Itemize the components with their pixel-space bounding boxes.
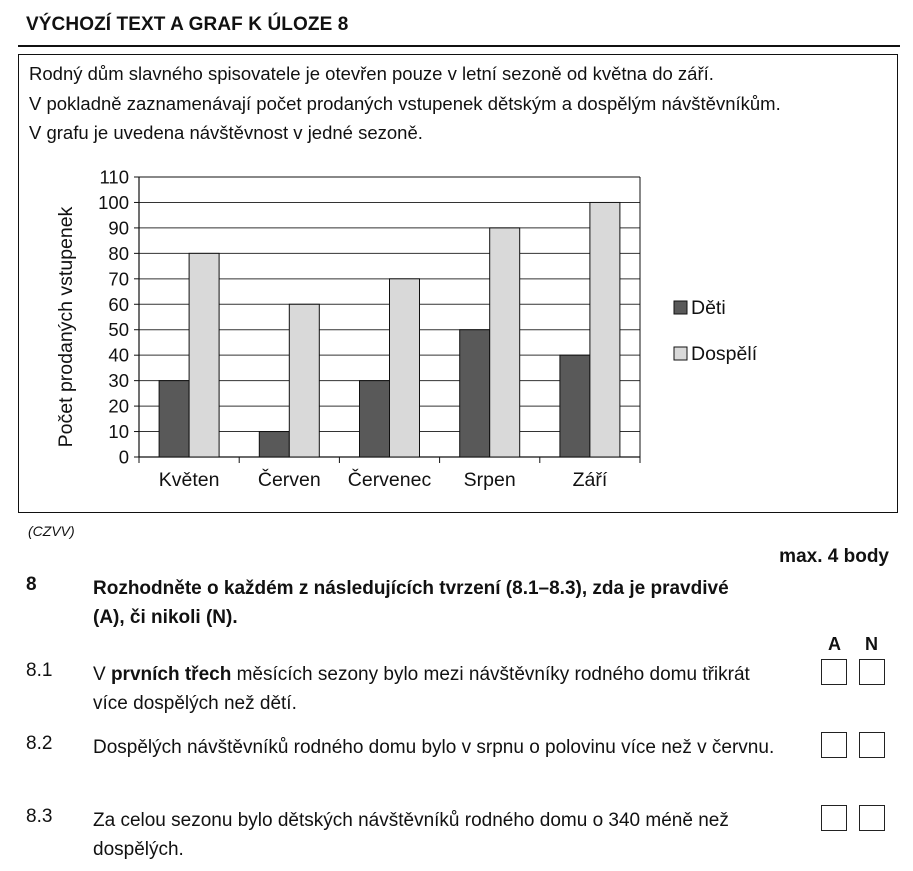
checkbox-8-1-a[interactable] bbox=[821, 659, 847, 685]
bar-d-ti-kv-ten bbox=[159, 381, 189, 457]
y-tick-label: 10 bbox=[108, 421, 129, 443]
source-note: (CZVV) bbox=[28, 523, 75, 539]
task-instruction: Rozhodněte o každém z následujících tvrzení (8.1–8.3), zda je pravdivé (A), či nikoli (N). bbox=[93, 578, 729, 628]
bar-d-ti-srpen bbox=[460, 330, 490, 457]
bar-dosp-l--srpen bbox=[490, 228, 520, 457]
y-tick-label: 20 bbox=[108, 395, 129, 417]
y-tick-label: 70 bbox=[108, 268, 129, 290]
x-tick-label: Květen bbox=[158, 469, 220, 491]
y-tick-label: 110 bbox=[99, 166, 129, 188]
checkbox-8-1-n[interactable] bbox=[859, 659, 885, 685]
intro-line-2: V pokladně zaznamenávají počet prodaných vstupenek dětským a dospělým návštěvníkům. bbox=[29, 93, 781, 114]
item-number: 8.2 bbox=[26, 733, 53, 754]
bar-d-ti--ervenec bbox=[360, 381, 390, 457]
x-tick-label: Červenec bbox=[347, 469, 432, 491]
item-text-pre: V bbox=[93, 664, 111, 685]
checkbox-8-2-n[interactable] bbox=[859, 732, 885, 758]
legend-swatch bbox=[674, 301, 687, 314]
column-n-label: N bbox=[865, 634, 878, 654]
intro-line-3: V grafu je uvedena návštěvnost v jedné sezoně. bbox=[29, 122, 423, 143]
y-tick-label: 0 bbox=[118, 446, 129, 468]
intro-line-1: Rodný dům slavného spisovatele je otevřen pouze v letní sezoně od května do září. bbox=[29, 63, 714, 84]
bar-dosp-l---ervenec bbox=[390, 279, 420, 457]
legend-swatch bbox=[674, 347, 687, 360]
checkbox-8-3-a[interactable] bbox=[821, 805, 847, 831]
bar-dosp-l---erven bbox=[289, 304, 319, 457]
x-tick-label: Září bbox=[572, 469, 608, 491]
y-tick-label: 50 bbox=[108, 319, 129, 341]
y-tick-label: 90 bbox=[108, 217, 129, 239]
bar-dosp-l--kv-ten bbox=[189, 253, 219, 457]
task-number: 8 bbox=[26, 574, 37, 595]
x-tick-label: Červen bbox=[257, 469, 321, 491]
legend-label: Dospělí bbox=[691, 343, 758, 365]
item-text-bold: prvních třech bbox=[110, 664, 232, 685]
checkbox-8-3-n[interactable] bbox=[859, 805, 885, 831]
legend-label: Děti bbox=[691, 297, 726, 319]
item-text: Za celou sezonu bylo dětských návštěvníků rodného domu o 340 méně než dospělých. bbox=[93, 810, 729, 860]
y-tick-label: 80 bbox=[108, 242, 129, 264]
item-number: 8.1 bbox=[26, 660, 53, 681]
item-text: Dospělých návštěvníků rodného domu bylo v srpnu o polovinu více než v červnu. bbox=[93, 737, 775, 758]
y-tick-label: 60 bbox=[108, 293, 129, 315]
max-points: max. 4 body bbox=[779, 546, 889, 567]
bar-d-ti--erven bbox=[259, 432, 289, 457]
column-a-label: A bbox=[828, 634, 841, 654]
checkbox-8-2-a[interactable] bbox=[821, 732, 847, 758]
x-tick-label: Srpen bbox=[463, 469, 516, 491]
y-tick-label: 40 bbox=[108, 344, 129, 366]
y-tick-label: 30 bbox=[108, 370, 129, 392]
item-number: 8.3 bbox=[26, 806, 53, 827]
y-tick-label: 100 bbox=[98, 191, 129, 213]
item-text bbox=[93, 660, 783, 718]
bar-dosp-l--z- bbox=[590, 202, 620, 457]
section-title: VÝCHOZÍ TEXT A GRAF K ÚLOZE 8 bbox=[26, 14, 349, 35]
y-axis-label: Počet prodaných vstupenek bbox=[55, 206, 77, 448]
item-text-post: měsících sezony bylo mezi návštěvníky rodného domu třikrát více dospělých než dětí. bbox=[93, 664, 750, 714]
bar-d-ti-z- bbox=[560, 355, 590, 457]
